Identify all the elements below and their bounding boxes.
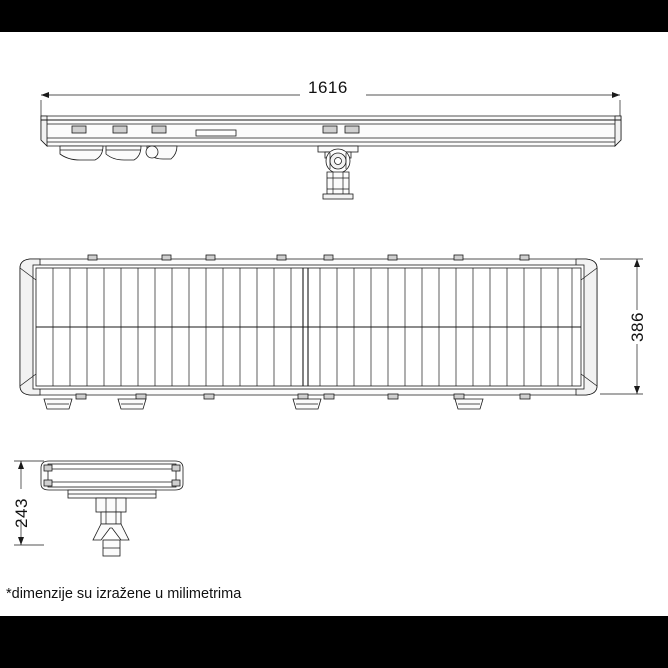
dimension-label-width: 1616 [308,78,348,97]
side-view [14,461,183,556]
dimension-label-height: 243 [12,498,31,528]
units-note: *dimenzije su izražene u milimetrima [6,586,242,602]
dimension-label-depth: 386 [628,312,647,342]
top-view [20,255,643,409]
front-view [41,92,621,199]
